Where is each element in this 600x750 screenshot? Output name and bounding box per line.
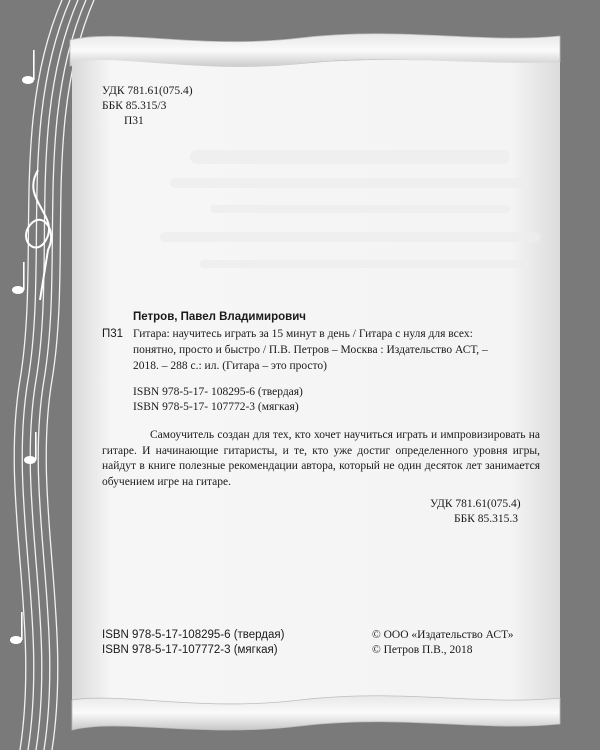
footer-isbn-soft: ISBN 978-5-17-107772-3 (мягкая) [102, 644, 278, 656]
udk-right: УДК 781.61(075.4) [430, 498, 521, 510]
bbk-right: ББК 85.315.3 [454, 513, 519, 525]
catalog-line-3: 2018. – 288 с.: ил. (Гитара – это просто) [133, 360, 327, 372]
catalog-line-2: понятно, просто и быстро / П.В. Петров – Москва : Издательство АСТ, – [133, 344, 488, 356]
catalog-isbn-hard: ISBN 978-5-17- 108295-6 (твердая) [133, 386, 303, 398]
copyright-author: © Петров П.В., 2018 [372, 644, 473, 656]
author-mark: П31 [124, 115, 144, 127]
author-name: Петров, Павел Владимирович [133, 311, 306, 323]
udk-code: УДК 781.61(075.4) [102, 85, 193, 97]
bbk-code: ББК 85.315/3 [102, 100, 167, 112]
catalog-author-mark: П31 [102, 328, 124, 340]
catalog-line-1: Гитара: научитесь играть за 15 минут в день / Гитара с нуля для всех: [133, 328, 473, 340]
catalog-isbn-soft: ISBN 978-5-17- 107772-3 (мягкая) [133, 401, 299, 413]
annotation: Самоучитель создан для тех, кто хочет научиться играть и импровизировать на гитаре. И начинающие гитаристы, и те, кто уже достиг определенного уровня игры, найдут в книге полезные рекомендации автора, который не один десяток лет занимается обучением игре на гитаре. [102, 429, 540, 488]
copyright-publisher: © ООО «Издательство АСТ» [372, 629, 514, 641]
footer-isbn-hard: ISBN 978-5-17-108295-6 (твердая) [102, 629, 285, 641]
